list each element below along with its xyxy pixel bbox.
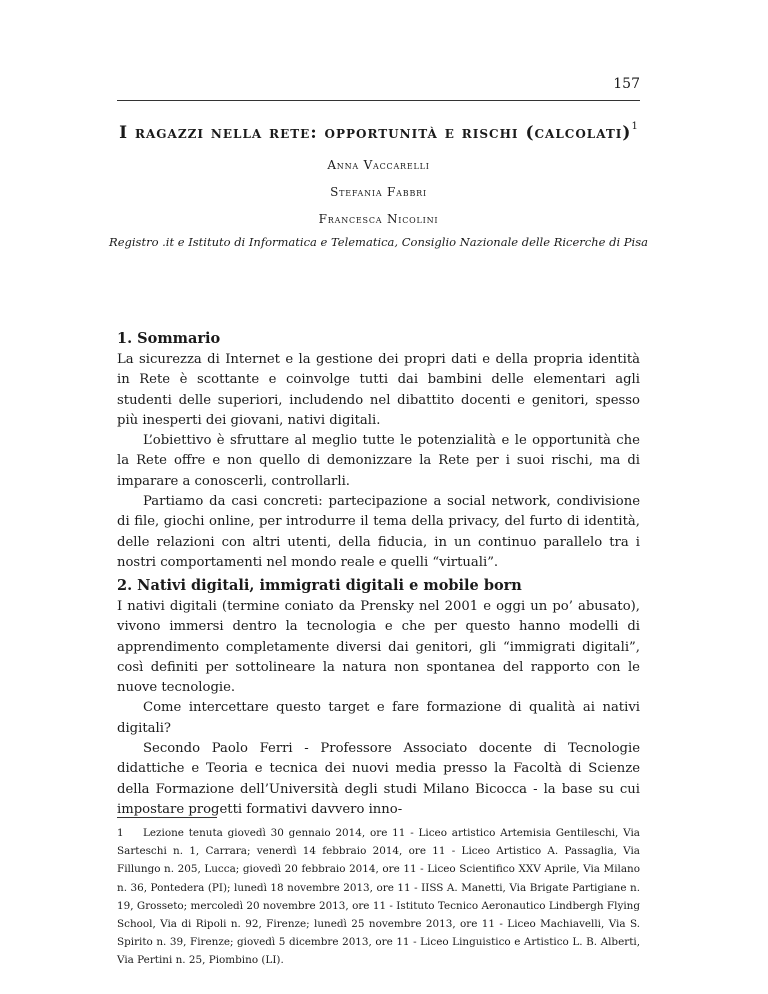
section-2-heading: 2. Nativi digitali, immigrati digitali e mobile born <box>117 577 522 594</box>
section-1-paragraph-2: L’obiettivo è sfruttare al meglio tutte le potenzialità e le opportunità che la Rete offre e non quello di demonizzare la Rete per i suoi rischi, ma di imparare a conoscerli, controllarli. <box>117 433 640 489</box>
paper-title <box>117 121 640 143</box>
affiliation: Registro .it e Istituto di Informatica e Telematica, Consiglio Nazionale delle Ricerche di Pisa <box>109 235 648 249</box>
author-3: Francesca Nicolini <box>318 212 439 226</box>
section-2-body <box>117 597 640 820</box>
footnote-number: 1 <box>117 827 124 839</box>
page-number: 157 <box>613 76 640 92</box>
title-footnote-marker: 1 <box>631 121 638 132</box>
paper-title-text: I ragazzi nella rete: opportunità e rischi (calcolati) <box>119 123 632 143</box>
section-1-heading: 1. Sommario <box>117 330 221 347</box>
header-rule <box>117 100 640 101</box>
section-2-paragraph-1: I nativi digitali (termine coniato da Prensky nel 2001 e oggi un po’ abusato), vivono immersi dentro la tecnologia e che per questo hanno modelli di apprendimento completamente diversi dai genitori, gli “immigrati digitali”, così definiti per sottolineare la natura non spontanea del rapporto con le nuove tecnologie. <box>117 599 640 696</box>
section-1-body <box>117 350 640 573</box>
footnote <box>117 824 640 970</box>
section-2-paragraph-3: Secondo Paolo Ferri - Professore Associato docente di Tecnologie didattiche e Teoria e tecnica dei nuovi media presso la Facoltà di Scienze della Formazione dell’Università degli studi Milano Bicocca - la base su cui impostare progetti formativi davvero inno- <box>117 741 640 817</box>
section-1-paragraph-1: La sicurezza di Internet e la gestione dei propri dati e della propria identità in Rete è scottante e coinvolge tutti dai bambini delle elementari agli studenti delle superiori, includendo nel dibattito docenti e genitori, spesso più inesperti dei giovani, nativi digitali. <box>117 352 640 428</box>
footnote-text: Lezione tenuta giovedì 30 gennaio 2014, ore 11 - Liceo artistico Artemisia Gentileschi, Via Sarteschi n. 1, Carrara; venerdì 14 febbraio 2014, ore 11 - Liceo Artistico A. Passaglia, Via Fillungo n. 205, Lucca; giovedì 20 febbraio 2014, ore 11 - Liceo Scientifico XXV Aprile, Via Milano n. 36, Pontedera (PI); lunedì 18 novembre 2013, ore 11 - IISS A. Manetti, Via Brigate Partigiane n. 19, Grosseto; mercoledì 20 novembre 2013, ore 11 - Istituto Tecnico Aeronautico Lindbergh Flying School, Via di Ripoli n. 92, Firenze; lunedì 25 novembre 2013, ore 11 - Liceo Machiavelli, Via S. Spirito n. 39, Firenze; giovedì 5 dicembre 2013, ore 11 - Liceo Linguistico e Artistico L. B. Alberti, Via Pertini n. 25, Piombino (LI). <box>117 827 640 967</box>
section-2-paragraph-2: Come intercettare questo target e fare formazione di qualità ai nativi digitali? <box>117 700 640 736</box>
footnote-rule <box>117 817 217 818</box>
author-2: Stefania Fabbri <box>330 185 427 199</box>
section-1-paragraph-3: Partiamo da casi concreti: partecipazione a social network, condivisione di file, giochi online, per introdurre il tema della privacy, del furto di identità, delle relazioni con altri utenti, della fiducia, in un continuo parallelo tra i nostri comportamenti nel mondo reale e quelli “virtuali”. <box>117 494 640 570</box>
author-1: Anna Vaccarelli <box>327 158 430 172</box>
